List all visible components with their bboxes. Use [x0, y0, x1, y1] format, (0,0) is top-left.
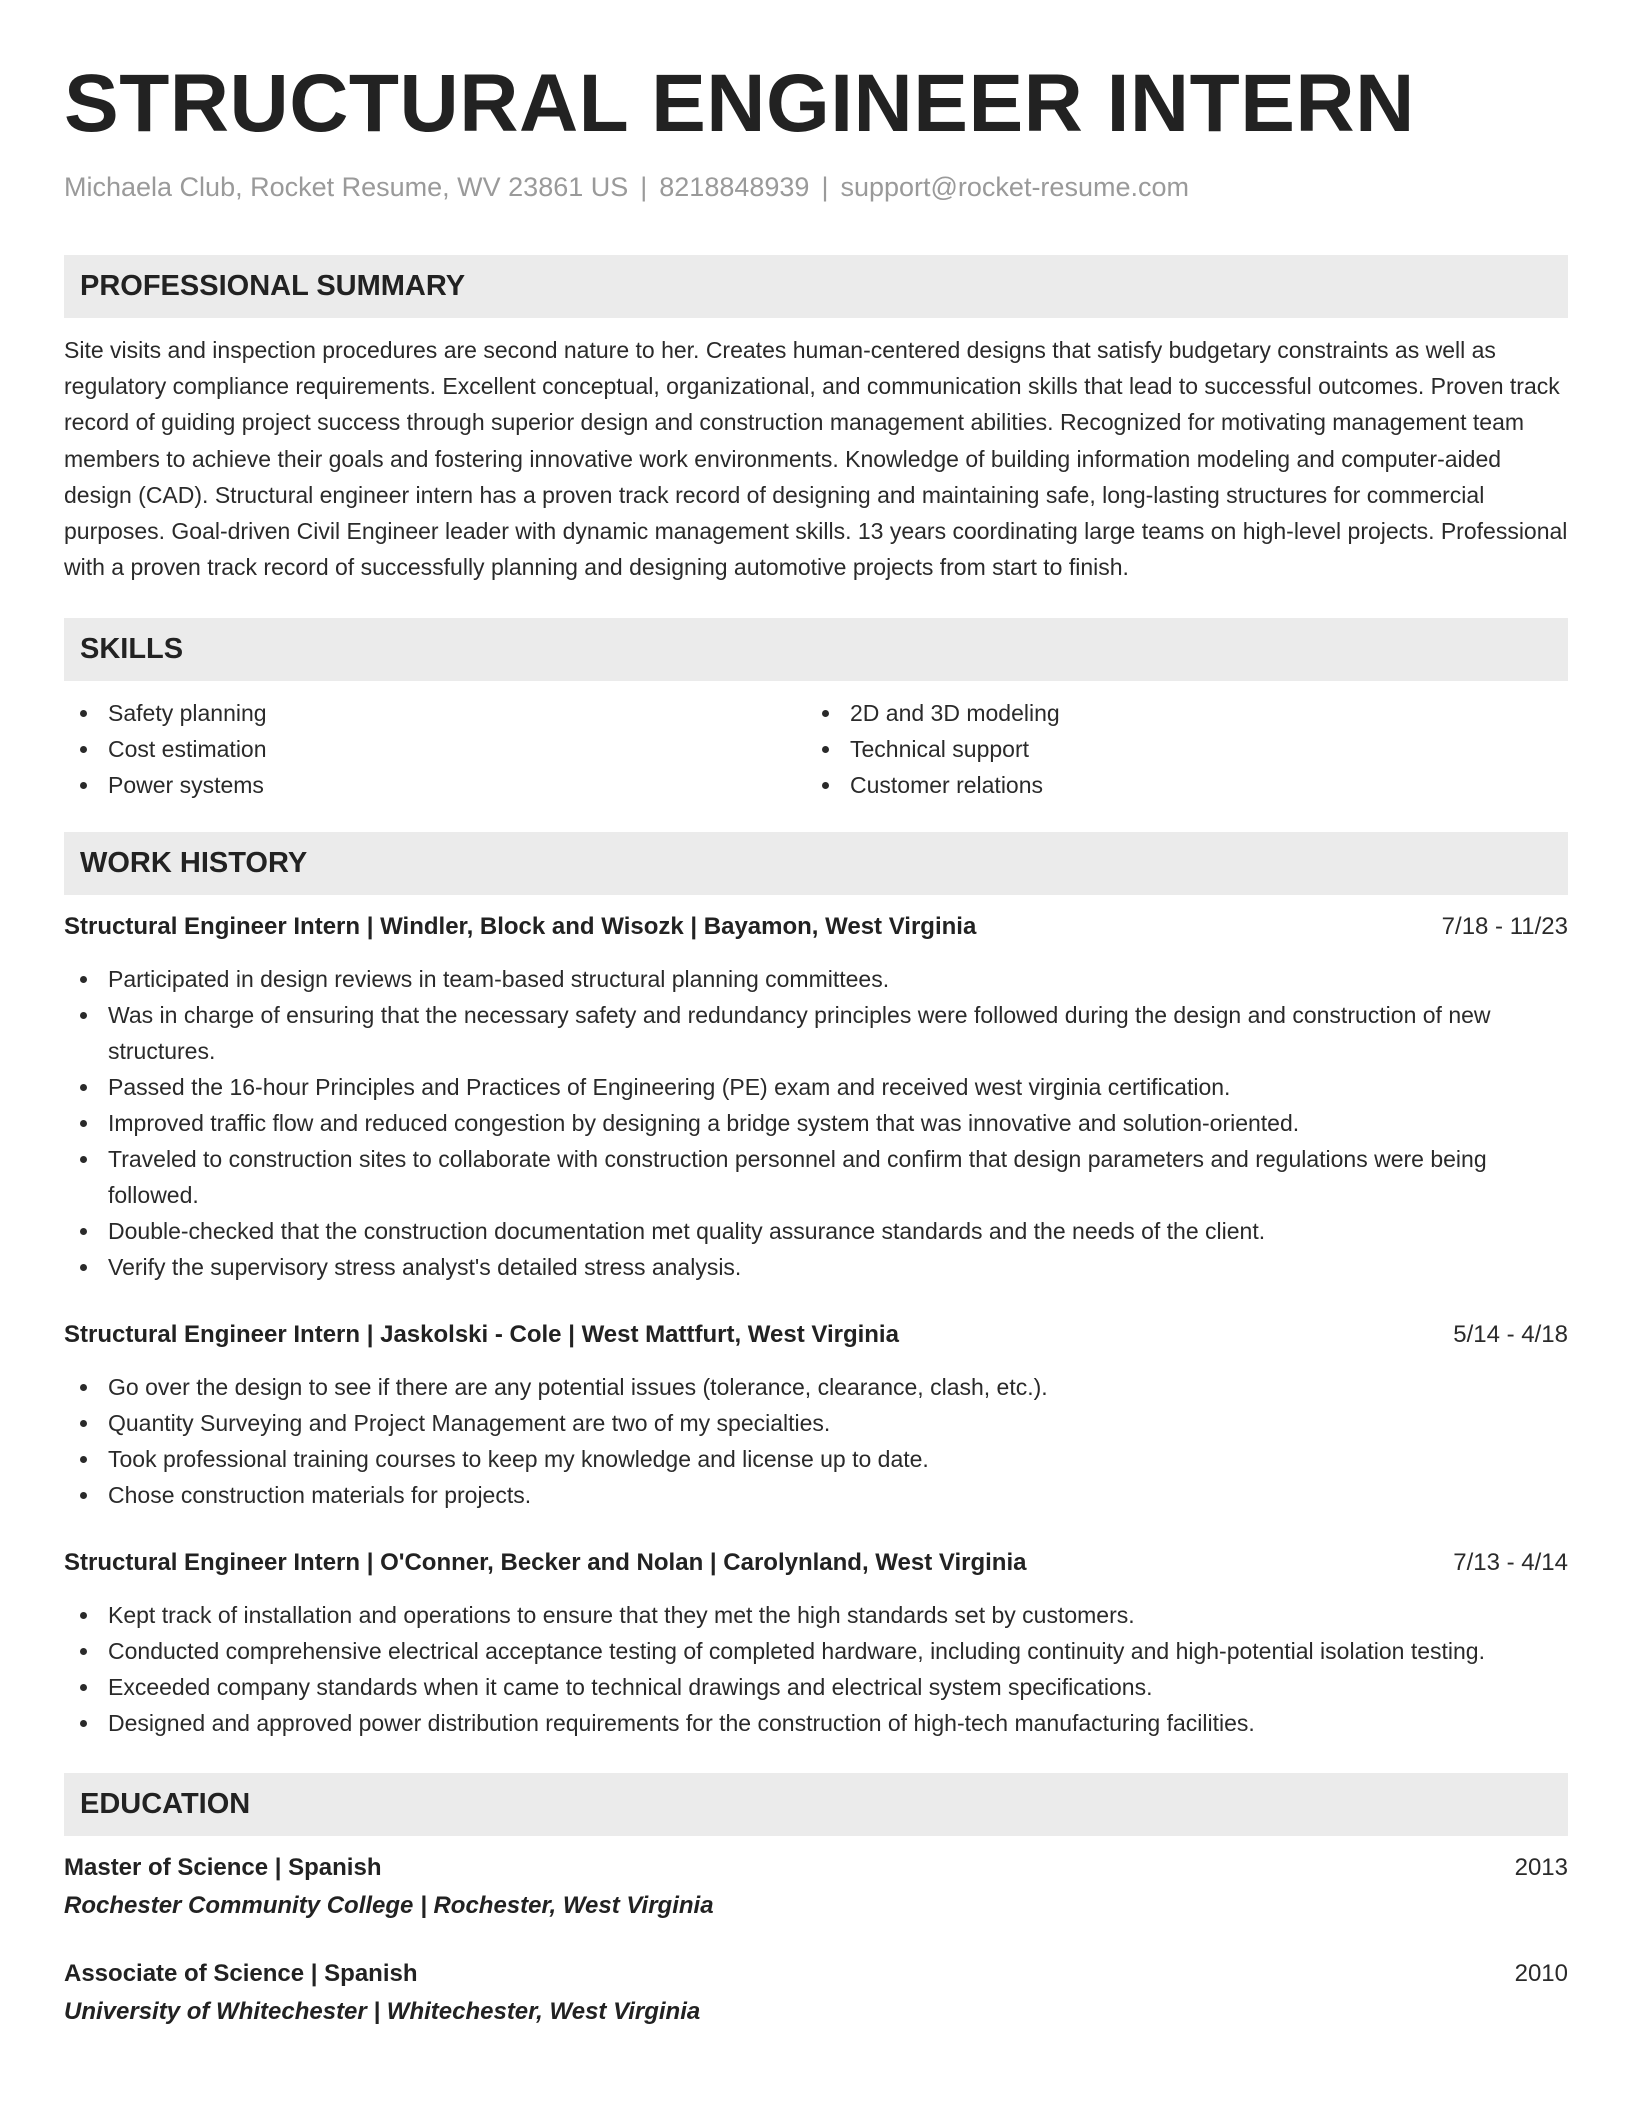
- job-bullets: [64, 1369, 1568, 1513]
- job-title: Structural Engineer Intern | O'Conner, Becker and Nolan | Carolynland, West Virginia: [64, 1549, 1027, 1577]
- contact-email[interactable]: support@rocket-resume.com: [840, 172, 1189, 202]
- job-bullet: Participated in design reviews in team-based structural planning committees.: [64, 961, 1568, 997]
- job-bullet: Kept track of installation and operations to ensure that they met the high standards set by customers.: [64, 1597, 1568, 1633]
- job-entry: [64, 909, 1568, 1285]
- skill-item: Technical support: [806, 731, 1548, 767]
- education-degree: Associate of Science | Spanish: [64, 1960, 418, 1988]
- job-bullet: Quantity Surveying and Project Management are two of my specialties.: [64, 1405, 1568, 1441]
- resume-name: STRUCTURAL ENGINEER INTERN: [64, 58, 1415, 149]
- job-header: [64, 909, 1568, 945]
- job-entry: [64, 1317, 1568, 1513]
- education-header: [64, 1850, 1568, 1886]
- skill-item: 2D and 3D modeling: [806, 695, 1548, 731]
- summary-text: Site visits and inspection procedures are second nature to her. Creates human-centered designs that satisfy budgetary constraints as well as regulatory compliance requirements. Excellent conceptual, organizational, and communication skills that lead to successful outcomes. Proven track record of guiding project success through superior design and construction management abilities. Recognized for motivating management team members to achieve their goals and fostering innovative work environments. Knowledge of building information modeling and computer-aided design (CAD). Structural engineer intern has a proven track record of designing and maintaining safe, long-lasting structures for commercial purposes. Goal-driven Civil Engineer leader with dynamic management skills. 13 years coordinating large teams on high-level projects. Professional with a proven track record of successfully planning and designing automotive projects from start to finish.: [64, 337, 1568, 581]
- contact-line: [64, 170, 1568, 204]
- education-entry: [64, 1850, 1568, 1924]
- skill-item: Safety planning: [64, 695, 806, 731]
- job-bullet: Go over the design to see if there are any potential issues (tolerance, clearance, clash, etc.).: [64, 1369, 1568, 1405]
- skills-column-right: [806, 695, 1548, 803]
- contact-separator: |: [640, 172, 648, 202]
- skill-item: Power systems: [64, 767, 806, 803]
- contact-address: Michaela Club, Rocket Resume, WV 23861 US: [64, 172, 629, 202]
- contact-phone: 8218848939: [659, 172, 810, 202]
- job-title: Structural Engineer Intern | Jaskolski - Cole | West Mattfurt, West Virginia: [64, 1321, 899, 1349]
- job-dates: 5/14 - 4/18: [1453, 1321, 1568, 1349]
- job-bullet: Improved traffic flow and reduced congestion by designing a bridge system that was innovative and solution-oriented.: [64, 1105, 1568, 1141]
- skill-item: Cost estimation: [64, 731, 806, 767]
- section-header-summary: PROFESSIONAL SUMMARY: [64, 255, 1568, 318]
- skill-item: Customer relations: [806, 767, 1548, 803]
- education-entry: [64, 1956, 1568, 2030]
- education-year: 2010: [1514, 1960, 1568, 1988]
- job-bullets: [64, 961, 1568, 1285]
- job-bullet: Took professional training courses to keep my knowledge and license up to date.: [64, 1441, 1568, 1477]
- resume-page: [64, 0, 1568, 2030]
- job-bullet: Passed the 16-hour Principles and Practices of Engineering (PE) exam and received west virginia certification.: [64, 1069, 1568, 1105]
- job-bullet: Chose construction materials for projects.: [64, 1477, 1568, 1513]
- job-bullet: Conducted comprehensive electrical acceptance testing of completed hardware, including continuity and high-potential isolation testing.: [64, 1633, 1568, 1669]
- contact-separator: |: [821, 172, 829, 202]
- job-bullet: Verify the supervisory stress analyst's detailed stress analysis.: [64, 1249, 1568, 1285]
- job-bullets: [64, 1597, 1568, 1741]
- job-bullet: Double-checked that the construction documentation met quality assurance standards and the needs of the client.: [64, 1213, 1568, 1249]
- section-header-skills: SKILLS: [64, 618, 1568, 681]
- job-header: [64, 1317, 1568, 1353]
- skills-column-left: [64, 695, 806, 803]
- skills-list: [64, 695, 1568, 803]
- education-header: [64, 1956, 1568, 1992]
- job-bullet: Exceeded company standards when it came to technical drawings and electrical system specifications.: [64, 1669, 1568, 1705]
- education-school: University of Whitechester | Whitechester, West Virginia: [64, 1998, 701, 2026]
- education-school: Rochester Community College | Rochester, West Virginia: [64, 1892, 714, 1920]
- job-dates: 7/13 - 4/14: [1453, 1549, 1568, 1577]
- section-header-education: EDUCATION: [64, 1773, 1568, 1836]
- job-bullet: Designed and approved power distribution requirements for the construction of high-tech manufacturing facilities.: [64, 1705, 1568, 1741]
- job-entry: [64, 1545, 1568, 1741]
- education-year: 2013: [1514, 1854, 1568, 1882]
- job-title: Structural Engineer Intern | Windler, Block and Wisozk | Bayamon, West Virginia: [64, 913, 977, 941]
- job-bullet: Traveled to construction sites to collaborate with construction personnel and confirm that design parameters and regulations were being followed.: [64, 1141, 1568, 1213]
- job-header: [64, 1545, 1568, 1581]
- section-header-work-history: WORK HISTORY: [64, 832, 1568, 895]
- job-dates: 7/18 - 11/23: [1441, 913, 1568, 941]
- job-bullet: Was in charge of ensuring that the necessary safety and redundancy principles were followed during the design and construction of new structures.: [64, 997, 1568, 1069]
- education-degree: Master of Science | Spanish: [64, 1854, 382, 1882]
